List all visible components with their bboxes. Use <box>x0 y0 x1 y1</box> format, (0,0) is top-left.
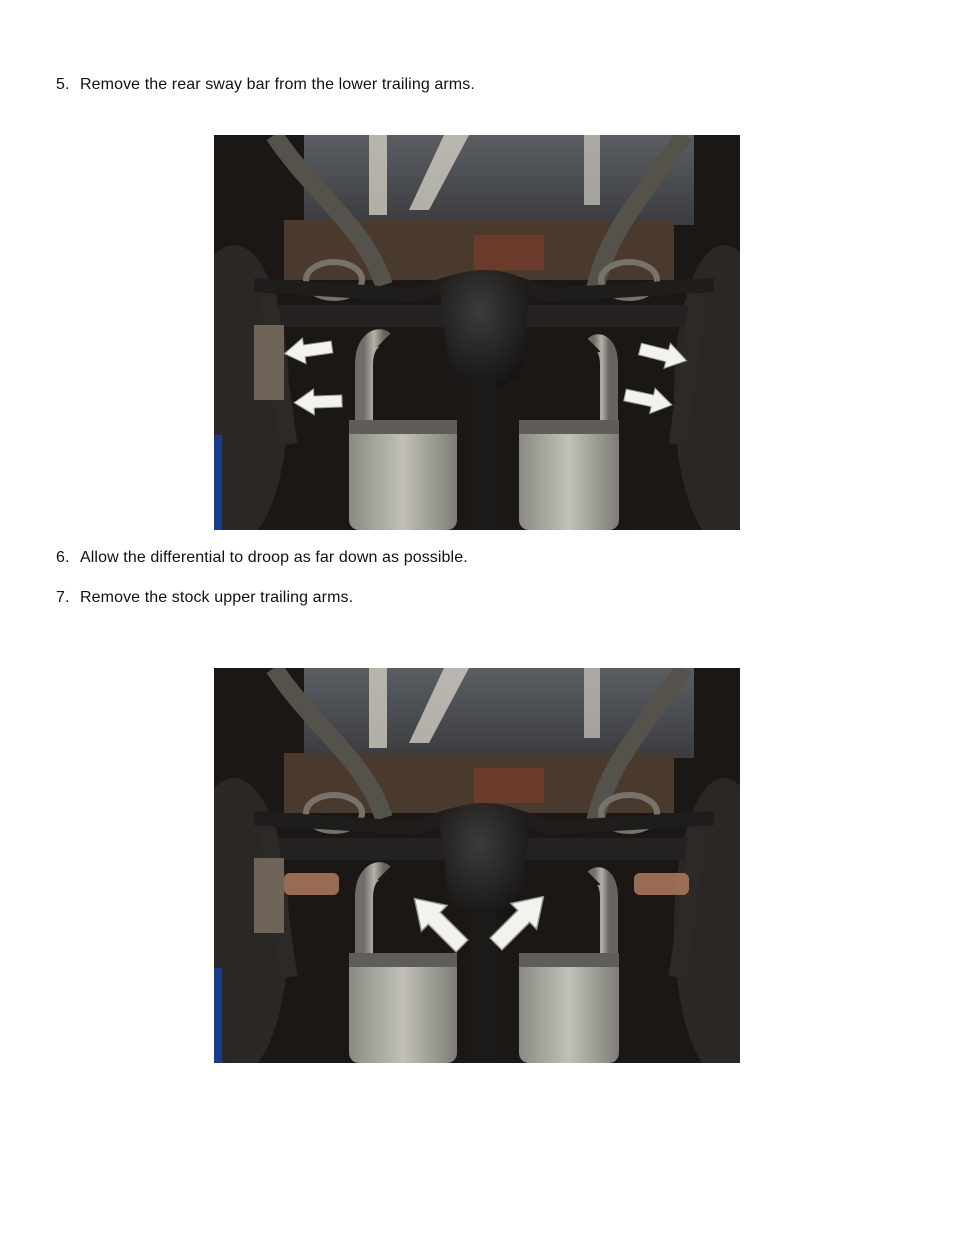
step-7 <box>56 588 353 608</box>
photo-upper-trailing-arms <box>214 668 740 1063</box>
step-number: 6. <box>56 549 70 566</box>
step-6 <box>56 548 468 568</box>
underbody-photo-2 <box>214 668 740 1063</box>
underbody-photo-1 <box>214 135 740 530</box>
step-text: Allow the differential to droop as far down as possible. <box>80 549 468 566</box>
step-text: Remove the stock upper trailing arms. <box>80 589 354 606</box>
step-number: 7. <box>56 589 70 606</box>
step-5 <box>56 75 475 95</box>
step-number: 5. <box>56 76 70 93</box>
step-text: Remove the rear sway bar from the lower trailing arms. <box>80 76 475 93</box>
photo-sway-bar-removal <box>214 135 740 530</box>
